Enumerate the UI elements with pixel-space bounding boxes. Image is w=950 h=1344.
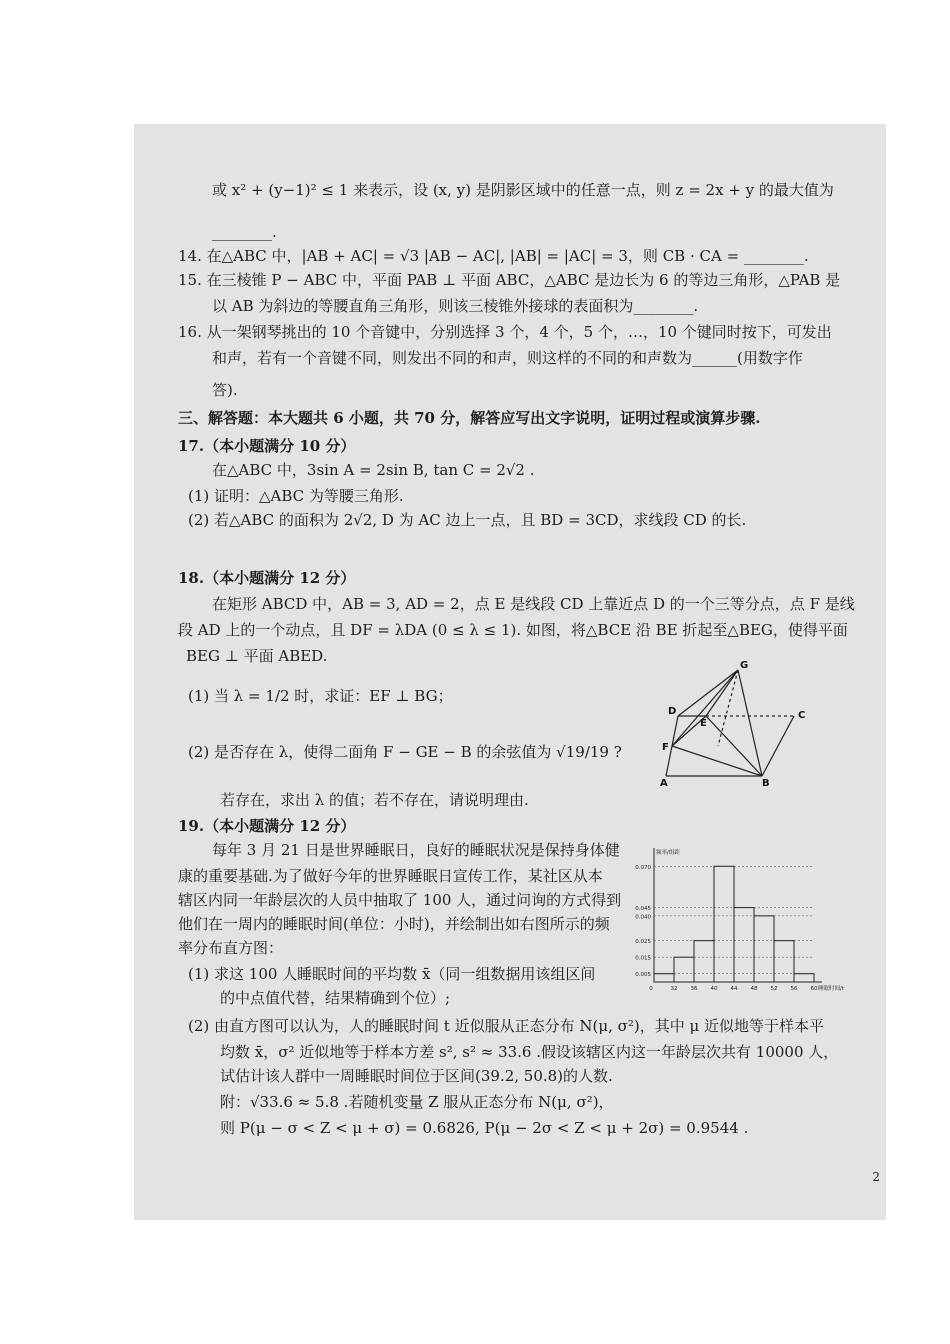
label-C: C	[798, 710, 806, 721]
q18-part2: (2) 是否存在 λ，使得二面角 F − GE − B 的余弦值为 √19/19 ?	[188, 743, 622, 761]
q15-text-2: 以 AB 为斜边的等腰直角三角形，则该三棱锥外接球的表面积为________.	[212, 297, 699, 315]
q16-text-1: 16. 从一架钢琴挑出的 10 个音键中，分别选择 3 个，4 个，5 个，…，10 个键同时按下，可发出	[178, 323, 832, 341]
q19-text-2: 康的重要基础.为了做好今年的世界睡眠日宣传工作，某社区从本	[178, 867, 603, 885]
q19-text-5: 率分布直方图：	[178, 939, 284, 957]
q18-figure	[654, 656, 834, 789]
label-E: E	[700, 718, 707, 729]
q18-text-1: 在矩形 ABCD 中，AB = 3, AD = 2，点 E 是线段 CD 上靠近点 D 的一个三等分点，点 F 是线	[212, 595, 855, 613]
y-tick-label: 0.045	[635, 906, 651, 913]
x-tick-label: 40	[710, 986, 718, 992]
x-tick-label: 60	[810, 986, 818, 992]
q19-text-3: 辖区内同一年龄层次的人员中抽取了 100 人，通过问询的方式得到	[178, 891, 622, 909]
q16-text-3: 答).	[212, 381, 238, 399]
q18-part2-cont: 若存在，求出 λ 的值；若不存在，请说明理由.	[220, 791, 529, 809]
y-tick-label: 0.040	[635, 914, 651, 921]
section-3-heading: 三、解答题：本大题共 6 小题，共 70 分，解答应写出文字说明，证明过程或演算步骤.	[178, 409, 761, 427]
x-tick-label: 36	[690, 986, 698, 992]
histogram-bar	[714, 866, 734, 982]
q19-part2-3: 试估计该人群中一周睡眠时间位于区间(39.2, 50.8)的人数.	[220, 1067, 613, 1085]
q19-part2-2: 均数 x̄，σ² 近似地等于样本方差 s², s² ≈ 33.6 .假设该辖区内这一年龄层次共有 10000 人，	[220, 1043, 839, 1061]
histogram-bar	[774, 941, 794, 982]
label-B: B	[762, 778, 770, 789]
q16-text-2: 和声，若有一个音键不同，则发出不同的和声，则这样的不同的和声数为______(用数字作	[212, 349, 803, 367]
x-tick-label: 52	[770, 986, 778, 992]
q14-text: 14. 在△ABC 中，|AB + AC| = √3 |AB − AC|, |AB| = |AC| = 3，则 CB · CA = ________.	[178, 247, 809, 265]
q17-part1: (1) 证明：△ABC 为等腰三角形.	[188, 487, 404, 505]
x-tick-label: 56	[790, 986, 798, 992]
q19-heading: 19.（本小题满分 12 分）	[178, 817, 356, 835]
x-tick-label: 48	[750, 986, 758, 992]
x-tick-label: 32	[670, 986, 678, 992]
histogram-bar	[794, 974, 814, 982]
histogram-bar	[754, 916, 774, 982]
q19-part1-cont: 的中点值代替，结果精确到个位）;	[220, 989, 451, 1007]
q13-blank: ________.	[212, 223, 277, 241]
q13-text: 或 x² + (y−1)² ≤ 1 来表示，设 (x, y) 是阴影区域中的任意一点，则 z = 2x + y 的最大值为	[212, 181, 834, 199]
x-tick-label: 44	[730, 986, 738, 992]
q17-part2: (2) 若△ABC 的面积为 2√2, D 为 AC 边上一点，且 BD = 3CD，求线段 CD 的长.	[188, 511, 747, 529]
histogram-bar	[674, 957, 694, 982]
y-tick-label: 0.070	[635, 864, 651, 871]
q19-text-1: 每年 3 月 21 日是世界睡眠日，良好的睡眠状况是保持身体健	[212, 841, 620, 859]
q17-heading: 17.（本小题满分 10 分）	[178, 437, 356, 455]
q17-text: 在△ABC 中，3sin A = 2sin B, tan C = 2√2 .	[212, 461, 535, 479]
q15-text-1: 15. 在三棱锥 P − ABC 中，平面 PAB ⊥ 平面 ABC，△ABC 是边长为 6 的等边三角形，△PAB 是	[178, 271, 841, 289]
x-tick-label: 0	[649, 986, 653, 992]
label-A: A	[660, 778, 668, 789]
y-axis-label: 频率/组距	[656, 850, 680, 856]
label-F: F	[662, 742, 669, 753]
label-D: D	[668, 706, 677, 717]
q18-text-3: BEG ⊥ 平面 ABED.	[186, 647, 328, 665]
histogram-bar	[654, 974, 674, 982]
page-number: 2	[872, 1170, 880, 1184]
y-tick-label: 0.005	[635, 972, 651, 979]
y-tick-label: 0.025	[635, 939, 651, 946]
exam-page	[134, 124, 886, 1220]
q19-appendix-2: 则 P(μ − σ < Z < μ + σ) = 0.6826, P(μ − 2σ < Z < μ + 2σ) = 0.9544 .	[220, 1119, 749, 1137]
q19-text-4: 他们在一周内的睡眠时间(单位：小时)，并绘制出如右图所示的频	[178, 915, 610, 933]
x-axis-label: 睡眠时间/t	[818, 986, 845, 992]
q18-heading: 18.（本小题满分 12 分）	[178, 569, 356, 587]
label-G: G	[740, 660, 749, 671]
q19-part2-1: (2) 由直方图可以认为，人的睡眠时间 t 近似服从正态分布 N(μ, σ²)，其中 μ 近似地等于样本平	[188, 1017, 825, 1035]
histogram-bar	[694, 941, 714, 982]
q18-part1: (1) 当 λ = 1/2 时，求证：EF ⊥ BG；	[188, 687, 453, 705]
y-tick-label: 0.015	[635, 955, 651, 962]
q19-appendix-1: 附：√33.6 ≈ 5.8 .若随机变量 Z 服从正态分布 N(μ, σ²)，	[220, 1093, 614, 1111]
q18-text-2: 段 AD 上的一个动点，且 DF = λDA (0 ≤ λ ≤ 1). 如图，将△BCE 沿 BE 折起至△BEG，使得平面	[178, 621, 848, 639]
histogram-bar	[734, 908, 754, 982]
sleep-histogram	[618, 842, 845, 1000]
q19-part1: (1) 求这 100 人睡眠时间的平均数 x̄（同一组数据用该组区间	[188, 965, 596, 983]
